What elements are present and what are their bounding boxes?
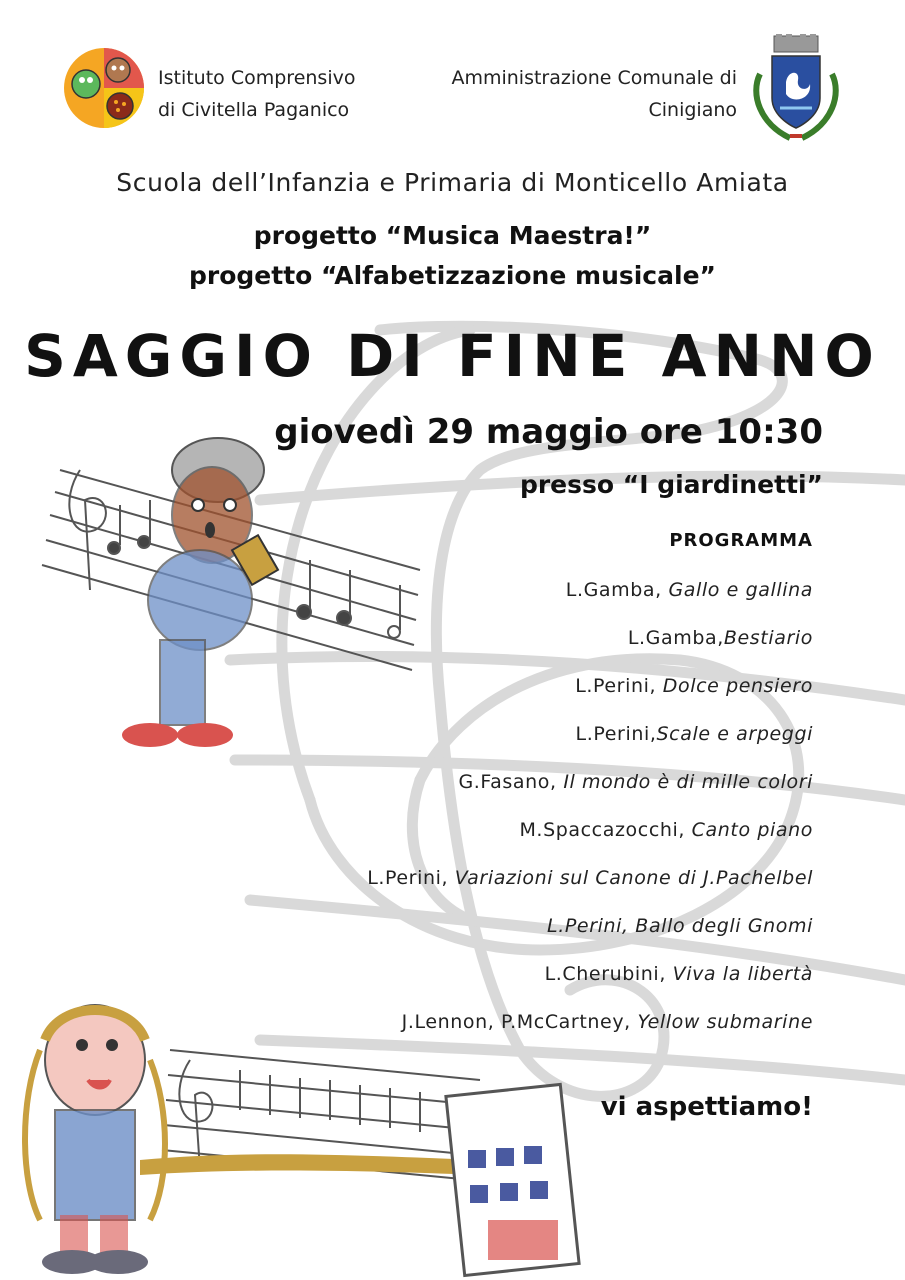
right-institution-line1: Amministrazione Comunale di xyxy=(451,67,737,89)
program-item xyxy=(367,614,813,662)
program-composer: L.Perini, xyxy=(575,723,657,745)
program-work: Viva la libertà xyxy=(672,963,813,985)
program-list xyxy=(367,566,813,1046)
program-work: Canto piano xyxy=(691,819,813,841)
left-institution-line2: di Civitella Paganico xyxy=(158,99,350,121)
program-heading: PROGRAMMA xyxy=(669,530,813,551)
drawing-musician-lady xyxy=(42,438,420,747)
program-item xyxy=(367,710,813,758)
program-item xyxy=(367,662,813,710)
program-composer: L.Cherubini, xyxy=(544,963,673,985)
program-item xyxy=(367,758,813,806)
program-composer: L.Perini, xyxy=(367,867,455,889)
program-composer: L.Gamba, xyxy=(627,627,724,649)
program-item xyxy=(367,566,813,614)
school-name: Scuola dell’Infanzia e Primaria di Monticello Amiata xyxy=(116,168,789,197)
program-composer: L.Perini, xyxy=(575,675,663,697)
project-title-2: progetto “Alfabetizzazione musicale” xyxy=(189,261,716,290)
program-composer: G.Fasano, xyxy=(458,771,564,793)
program-composer: J.Lennon, P.McCartney, xyxy=(401,1011,638,1033)
municipal-coat-of-arms xyxy=(750,34,842,146)
program-work: Bestiario xyxy=(723,627,813,649)
closing-message: vi aspettiamo! xyxy=(600,1092,813,1122)
left-institution-line1: Istituto Comprensivo xyxy=(158,67,356,89)
program-item xyxy=(367,854,813,902)
program-work: Gallo e gallina xyxy=(668,579,813,601)
school-logo xyxy=(62,46,146,130)
program-work: Scale e arpeggi xyxy=(656,723,813,745)
program-work: Yellow submarine xyxy=(637,1011,813,1033)
program-item xyxy=(367,998,813,1046)
right-institution-line2: Cinigiano xyxy=(648,99,737,121)
program-composer: M.Spaccazocchi, xyxy=(519,819,692,841)
program-work: L.Perini, Ballo degli Gnomi xyxy=(547,915,813,937)
event-title: SAGGIO DI FINE ANNO xyxy=(24,322,881,390)
right-institution xyxy=(451,62,737,126)
project-title-1: progetto “Musica Maestra!” xyxy=(253,221,652,250)
event-location: presso “I giardinetti” xyxy=(519,470,823,499)
program-item xyxy=(367,806,813,854)
event-date-time: giovedì 29 maggio ore 10:30 xyxy=(274,412,823,452)
program-item xyxy=(367,902,813,950)
municipal-coat-of-arms-icon xyxy=(750,34,842,146)
left-institution xyxy=(158,62,355,126)
program-composer: L.Gamba, xyxy=(565,579,669,601)
program-work: Il mondo è di mille colori xyxy=(563,771,813,793)
program-work: Variazioni sul Canone di J.Pachelbel xyxy=(454,867,813,889)
program-item xyxy=(367,950,813,998)
program-work: Dolce pensiero xyxy=(662,675,813,697)
school-logo-animals-icon xyxy=(62,46,146,130)
